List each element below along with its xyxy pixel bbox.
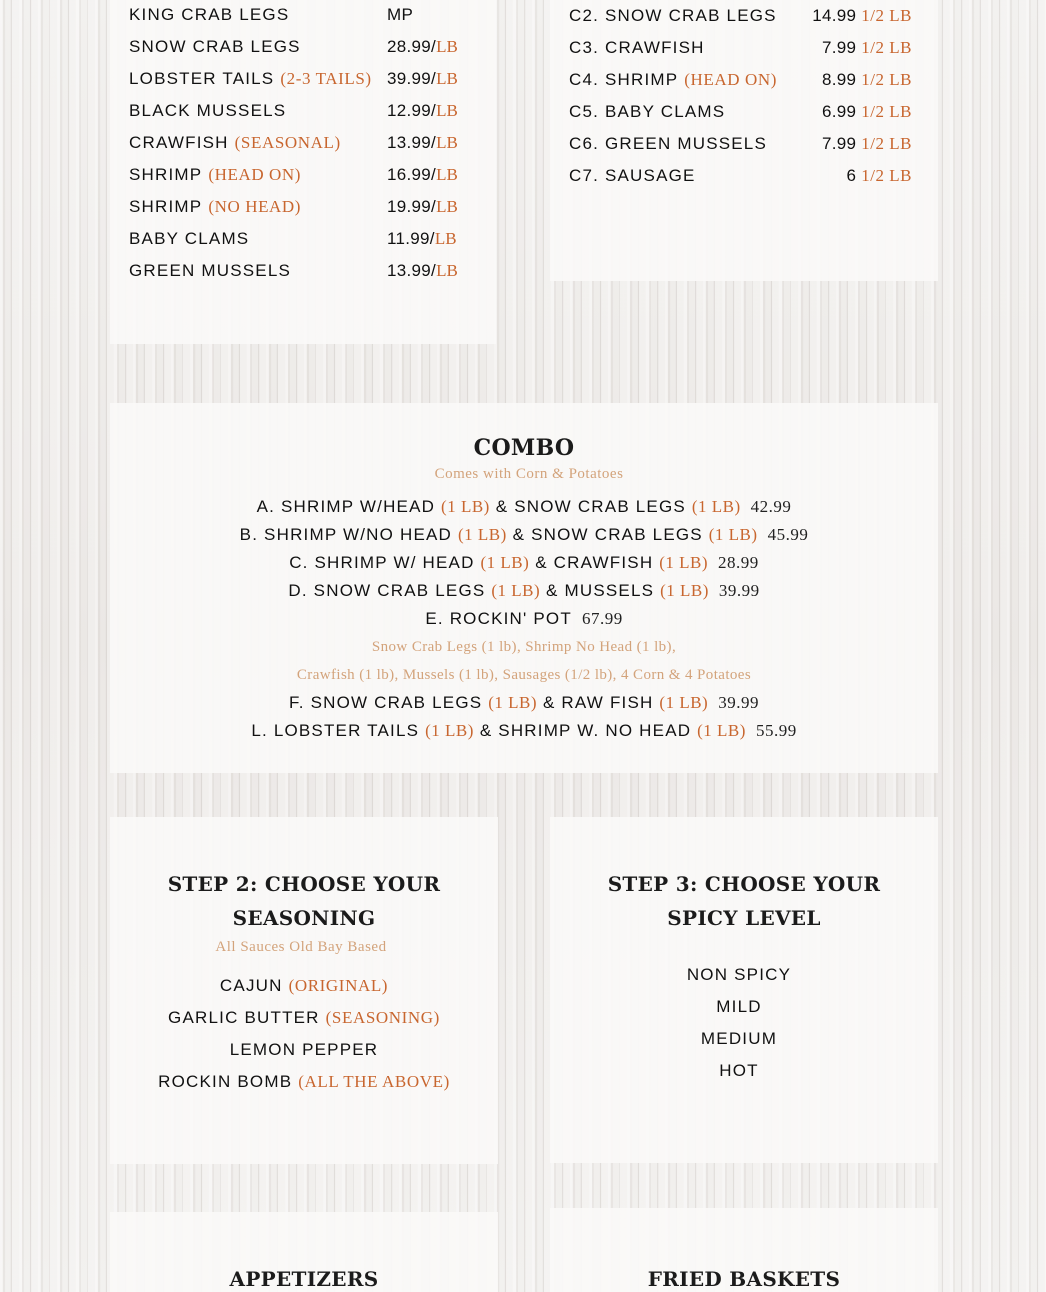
seasoning-panel [110,817,498,1164]
item-unit: LB [436,165,458,184]
item-price-group [387,229,457,249]
item-name: GREEN MUSSELS [129,261,292,280]
item-price-group [387,37,458,57]
item-name: C7. SAUSAGE [569,166,696,185]
item-name: C5. BABY CLAMS [569,102,726,121]
seasoning-option [110,1040,498,1060]
combo-line-note: (1 LB) [480,553,530,572]
combo-line-price: 39.99 [718,693,759,712]
menu-item [129,5,289,25]
item-price-group [822,134,912,154]
fried-baskets-panel [550,1208,938,1292]
menu-item [129,165,301,185]
combo-line-text: E. ROCKIN' POT [425,609,572,628]
combo-line-note: (1 LB) [659,693,709,712]
combo-line-text: & MUSSELS [540,581,661,600]
fried-baskets-title: FRIED BASKETS [647,1267,841,1291]
seasoning-option-note: (ORIGINAL) [288,976,389,995]
combo-line-price: 42.99 [750,497,792,516]
item-name: BLACK MUSSELS [129,101,287,120]
item-name: SHRIMP [129,165,203,184]
menu-item [129,101,286,121]
item-name: C2. SNOW CRAB LEGS [569,6,777,25]
combo-line-price: 39.99 [718,581,760,600]
item-price-group [387,261,458,281]
item-unit: 1/2 LB [861,38,912,57]
item-price: 6 [846,166,857,185]
item-price: 19.99/ [387,197,437,216]
item-name: C3. CRAWFISH [569,38,705,57]
seasoning-title-line-2: SEASONING [232,906,376,930]
item-price: 39.99/ [387,69,437,88]
seasoning-option [110,1008,498,1028]
item-unit: 1/2 LB [861,102,912,121]
combo-line-text: & SHRIMP W. NO HEAD [473,721,698,740]
seasoning-option [110,1072,498,1092]
combo-line [110,609,938,629]
combo-line-note: (1 LB) [457,525,507,544]
item-note: (SEASONAL) [234,133,341,152]
combo-panel [110,403,938,773]
item-name: KING CRAB LEGS [129,5,290,24]
menu-item [569,134,767,154]
combo-line-price: 28.99 [718,553,759,572]
menu-item [129,133,341,153]
spicy-option: MEDIUM [700,1029,778,1048]
combo-line-text: F. SNOW CRAB LEGS [289,693,489,712]
combo-line-note: (1 LB) [488,693,538,712]
item-unit: LB [436,133,458,152]
item-price: 7.99 [822,134,857,153]
item-note: (HEAD ON) [684,70,778,89]
combo-line [110,581,938,601]
seasoning-option-name: LEMON PEPPER [229,1040,379,1059]
item-note: (2-3 TAILS) [280,69,372,88]
combo-line-note: (1 LB) [691,497,741,516]
combo-line-note: (1 LB) [659,553,709,572]
combo-line-text: & RAW FISH [537,693,660,712]
item-price-group [822,38,912,58]
item-price-group [822,102,912,122]
item-price: MP [387,5,414,24]
item-note: (NO HEAD) [208,197,302,216]
combo-line-text: A. SHRIMP W/HEAD [256,497,442,516]
seasoning-title-line-1: STEP 2: CHOOSE YOUR [167,872,441,896]
seasoning-option-name: CAJUN [219,976,283,995]
item-price: 28.99/ [387,37,437,56]
combo-line-price: 45.99 [767,525,809,544]
combo-line [110,721,938,741]
item-unit: 1/2 LB [861,70,912,89]
rockin-pot-description-1: Snow Crab Legs (1 lb), Shrimp No Head (1 lb), [371,639,677,655]
item-price: 7.99 [822,38,857,57]
menu-item [569,6,777,26]
combo-line [110,553,938,573]
appetizers-title: APPETIZERS [229,1267,379,1291]
menu-item [129,261,291,281]
item-unit: LB [436,261,458,280]
seasoning-option-name: GARLIC BUTTER [168,1008,320,1027]
market-price-panel [110,0,496,344]
item-note: (HEAD ON) [208,165,302,184]
spicy-option: HOT [719,1061,759,1080]
item-unit: LB [434,229,457,248]
combo-line-note: (1 LB) [491,581,541,600]
item-price: 12.99/ [387,101,437,120]
item-price-group [387,5,413,25]
item-price-group [847,166,912,186]
menu-item [569,70,777,90]
item-price: 14.99 [812,6,857,25]
item-unit: 1/2 LB [861,6,912,25]
item-name: C4. SHRIMP [569,70,679,89]
spicy-title-line-1: STEP 3: CHOOSE YOUR [607,872,881,896]
item-name: CRAWFISH [129,133,229,152]
item-price: 16.99/ [387,165,437,184]
combo-line-text: B. SHRIMP W/NO HEAD [239,525,458,544]
spicy-option: MILD [716,997,762,1016]
menu-item [129,197,301,217]
menu-item [129,37,301,57]
combo-line [110,525,938,545]
menu-item [569,38,705,58]
combo-line-text: & CRAWFISH [529,553,660,572]
combo-line [110,497,938,517]
seasoning-option-note: (SEASONING) [325,1008,440,1027]
menu-item [129,229,249,249]
seasoning-subtitle: All Sauces Old Bay Based [215,939,387,955]
combo-subtitle: Comes with Corn & Potatoes [434,466,624,482]
spicy-panel [550,817,938,1163]
combo-line-price: 55.99 [755,721,797,740]
combo-line-text: & SNOW CRAB LEGS [506,525,709,544]
item-unit: 1/2 LB [861,134,912,153]
item-price: 13.99/ [387,261,437,280]
combo-line-note: (1 LB) [697,721,746,740]
spicy-option: NON SPICY [686,965,792,984]
seasoning-option [110,976,498,996]
combo-line-text: D. SNOW CRAB LEGS [288,581,492,600]
item-price-group [812,6,912,26]
half-pound-panel [550,0,938,281]
item-price-group [387,197,458,217]
rockin-pot-description-2: Crawfish (1 lb), Mussels (1 lb), Sausages (1/2 lb), 4 Corn & 4 Potatoes [296,667,752,683]
seasoning-option-name: ROCKIN BOMB [158,1072,293,1091]
item-unit: LB [436,37,458,56]
item-price-group [822,70,912,90]
item-price: 13.99/ [387,133,437,152]
combo-line-note: (1 LB) [441,497,490,516]
combo-line-price: 67.99 [581,609,623,628]
item-name: LOBSTER TAILS [129,69,275,88]
item-name: SHRIMP [129,197,203,216]
spicy-title-line-2: SPICY LEVEL [667,906,821,930]
menu-item [129,69,372,89]
item-price-group [387,165,458,185]
combo-title: COMBO [473,435,575,461]
item-unit: LB [436,197,458,216]
item-name: BABY CLAMS [129,229,250,248]
item-name: SNOW CRAB LEGS [129,37,301,56]
item-price: 6.99 [822,102,857,121]
item-price-group [387,133,458,153]
combo-line-text: C. SHRIMP W/ HEAD [289,553,481,572]
combo-line-text: & SNOW CRAB LEGS [489,497,692,516]
item-unit: 1/2 LB [861,166,912,185]
combo-line-note: (1 LB) [660,581,709,600]
item-price: 8.99 [822,70,857,89]
item-name: C6. GREEN MUSSELS [569,134,768,153]
item-price-group [387,101,458,121]
combo-line [110,693,938,713]
appetizers-panel [110,1212,498,1292]
combo-line-note: (1 LB) [708,525,758,544]
item-unit: LB [436,101,458,120]
item-price: 11.99/ [387,229,435,248]
combo-line-text: L. LOBSTER TAILS [251,721,426,740]
seasoning-option-note: (ALL THE ABOVE) [298,1072,450,1091]
menu-item [569,166,696,186]
menu-item [569,102,725,122]
combo-line-note: (1 LB) [425,721,474,740]
item-unit: LB [436,69,458,88]
item-price-group [387,69,458,89]
